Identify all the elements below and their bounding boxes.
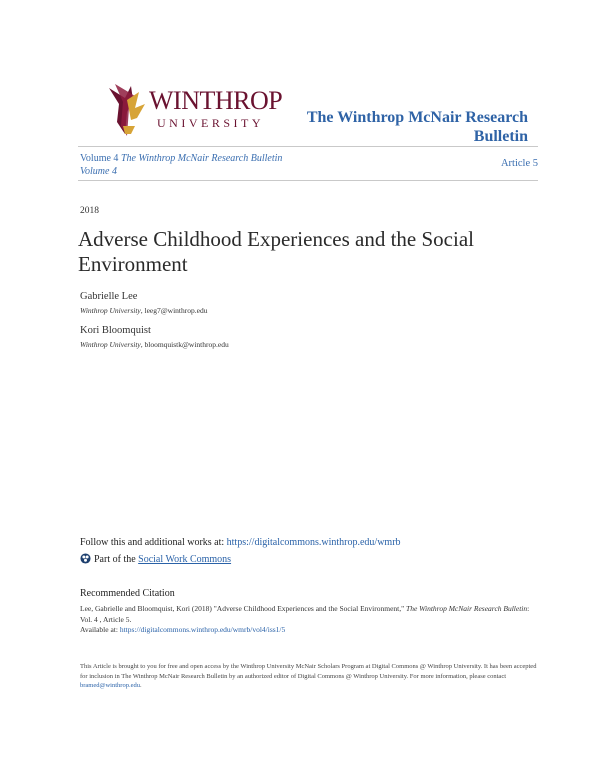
volume-journal: The Winthrop McNair Research Bulletin — [120, 153, 283, 164]
citation-volume: : Vol. 4 , Article 5. — [80, 604, 530, 624]
paper-title: Adverse Childhood Experiences and the Social Environment — [78, 227, 474, 276]
volume-line[interactable] — [80, 152, 320, 178]
author-affiliation — [80, 306, 207, 315]
recommended-citation-heading: Recommended Citation — [80, 588, 175, 599]
part-of-label: Part of the — [94, 554, 139, 565]
author-affiliation — [80, 340, 229, 349]
author-name: Kori Bloomquist — [80, 325, 151, 336]
winthrop-logo[interactable] — [105, 82, 283, 138]
author-email: , leeg7@winthrop.edu — [140, 306, 208, 315]
volume-prefix: Volume 4 — [80, 153, 119, 164]
access-notice — [80, 662, 540, 691]
top-divider — [78, 146, 538, 147]
follow-label: Follow this and additional works at: — [80, 537, 227, 548]
available-label: Available at: — [80, 625, 120, 634]
citation-journal: The Winthrop McNair Research Bulletin — [406, 604, 528, 613]
journal-title[interactable]: The Winthrop McNair Research Bulletin — [306, 109, 528, 145]
citation-authors-title: Lee, Gabrielle and Bloomquist, Kori (2018) "Adverse Childhood Experiences and the Social Environment," — [80, 604, 407, 613]
notice-text: This Article is brought to you for free and open access by the Winthrop University McNair Scholars Program at Digital Commons @ Winthrop University. It has been accepted for inclusion in The Winthrop McNair Research Bulletin by an authorized editor of Digital Commons @ Winthrop University. For more information, please contact — [80, 663, 537, 680]
contact-email-link[interactable]: bramed@winthrop.edu — [80, 682, 140, 689]
bottom-divider — [78, 180, 538, 181]
follow-line — [80, 537, 401, 548]
citation-text — [80, 604, 540, 636]
author-email: , bloomquistk@winthrop.edu — [140, 340, 229, 349]
article-number[interactable]: Article 5 — [500, 158, 538, 169]
affiliation-name: Winthrop University — [80, 306, 141, 315]
citation-url[interactable]: https://digitalcommons.winthrop.edu/wmrb/vol4/iss1/5 — [119, 625, 286, 634]
follow-link[interactable]: https://digitalcommons.winthrop.edu/wmrb — [226, 537, 401, 548]
volume-suffix: Volume 4 — [80, 166, 117, 177]
digital-commons-network-icon — [80, 553, 91, 564]
publication-year: 2018 — [80, 206, 99, 216]
notice-end: . — [139, 682, 142, 689]
logo-subtitle: UNIVERSITY — [157, 116, 264, 130]
author-name: Gabrielle Lee — [80, 291, 138, 302]
social-work-commons-link[interactable]: Social Work Commons — [138, 554, 232, 565]
logo-wordmark: WINTHROP — [149, 86, 283, 115]
part-of-line — [80, 553, 231, 565]
affiliation-name: Winthrop University — [80, 340, 141, 349]
eagle-emblem-icon — [105, 82, 149, 138]
